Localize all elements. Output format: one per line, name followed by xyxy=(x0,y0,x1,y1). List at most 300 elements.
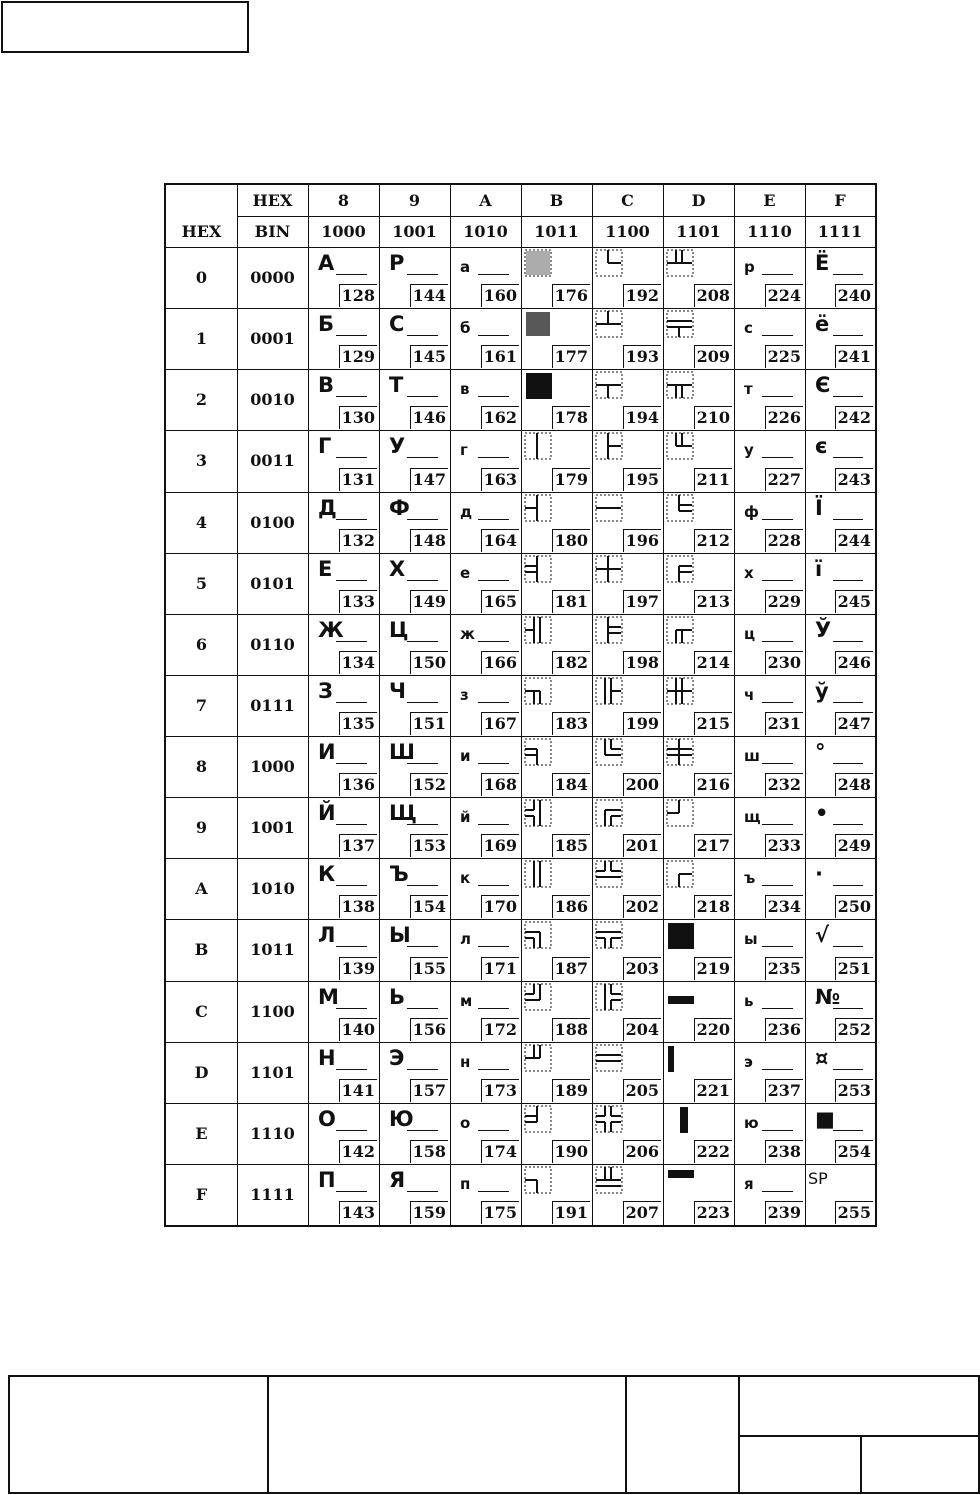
char-cell xyxy=(592,858,663,919)
char-cell xyxy=(308,1042,379,1103)
glyph-block xyxy=(526,251,550,275)
box-drawing-glyph xyxy=(524,1166,560,1196)
char-code: 131 xyxy=(339,468,377,491)
char-code: 155 xyxy=(410,957,448,980)
char-code: 178 xyxy=(552,406,590,429)
box-drawing-glyph xyxy=(666,677,702,707)
char-cell xyxy=(379,430,450,491)
char-cell xyxy=(663,981,734,1042)
box-drawing-glyph xyxy=(595,738,631,768)
char-code: 154 xyxy=(410,895,448,918)
char-glyph: ш xyxy=(744,747,760,765)
glyph-baseline xyxy=(833,519,863,520)
char-glyph: Ж xyxy=(318,617,344,642)
glyph-baseline xyxy=(336,1191,367,1192)
char-code: 132 xyxy=(339,529,377,552)
char-cell xyxy=(521,553,592,614)
box-drawing-glyph xyxy=(524,738,560,768)
header-cell: 9 xyxy=(408,191,421,210)
char-glyph: Ї xyxy=(815,495,823,520)
box-drawing-glyph xyxy=(524,432,560,462)
char-cell xyxy=(734,1042,805,1103)
header-cell: C xyxy=(621,191,634,210)
char-cell xyxy=(450,308,521,369)
box-drawing-glyph xyxy=(666,371,702,401)
char-cell xyxy=(308,858,379,919)
char-code: 136 xyxy=(339,773,377,796)
char-glyph: О xyxy=(318,1106,336,1131)
char-glyph: у xyxy=(744,441,754,460)
header-cell: A xyxy=(479,191,492,210)
char-glyph: г xyxy=(460,441,468,460)
char-code: 221 xyxy=(694,1079,732,1102)
box-drawing-glyph xyxy=(524,677,560,707)
box-drawing-glyph xyxy=(595,371,631,401)
char-glyph: Ё xyxy=(815,251,830,275)
char-code: 192 xyxy=(623,284,661,307)
char-cell xyxy=(592,981,663,1042)
header-cell: HEX xyxy=(181,222,222,241)
header-cell xyxy=(166,185,237,216)
char-cell xyxy=(308,614,379,675)
glyph-baseline xyxy=(762,1069,793,1070)
char-glyph: н xyxy=(460,1052,471,1071)
char-glyph: к xyxy=(460,869,471,888)
char-code: 149 xyxy=(410,590,448,613)
row-bin-label: 0101 xyxy=(250,573,295,593)
char-code: 247 xyxy=(835,712,873,735)
char-code: 233 xyxy=(765,834,803,857)
char-code: 150 xyxy=(410,651,448,674)
glyph-baseline xyxy=(478,1191,509,1192)
header-cell: 1000 xyxy=(321,222,366,241)
row-bin-label: 0000 xyxy=(250,268,295,287)
char-code: 217 xyxy=(694,834,732,857)
char-code: 243 xyxy=(835,468,873,491)
char-cell xyxy=(663,1164,734,1225)
glyph-baseline xyxy=(407,1008,438,1009)
char-code: 130 xyxy=(339,406,377,429)
char-cell xyxy=(308,797,379,858)
row-hex-label: 2 xyxy=(195,390,208,410)
char-code: 203 xyxy=(623,957,661,980)
char-glyph: Ь xyxy=(389,984,406,1009)
char-cell xyxy=(734,614,805,675)
char-cell xyxy=(379,369,450,430)
glyph-baseline xyxy=(336,580,367,581)
char-code: 164 xyxy=(481,529,519,552)
box-drawing-glyph xyxy=(666,1166,702,1196)
char-glyph: Ф xyxy=(389,495,410,520)
char-cell xyxy=(734,797,805,858)
char-cell xyxy=(521,492,592,553)
char-code: 156 xyxy=(410,1018,448,1041)
row-hex-label: 8 xyxy=(195,757,208,776)
row-hex-label: 3 xyxy=(195,451,208,471)
glyph-baseline xyxy=(833,580,863,581)
char-cell xyxy=(450,492,521,553)
glyph-cell-outline xyxy=(596,922,622,948)
glyph-block xyxy=(668,1046,674,1072)
glyph-baseline xyxy=(762,335,793,336)
char-cell xyxy=(379,1103,450,1164)
char-cell xyxy=(663,308,734,369)
glyph-baseline xyxy=(336,519,367,520)
box-drawing-glyph xyxy=(595,1166,631,1196)
glyph-block xyxy=(526,373,552,399)
char-cell xyxy=(521,919,592,980)
char-cell xyxy=(521,369,592,430)
box-drawing-glyph xyxy=(666,249,702,279)
row-bin-label: 1010 xyxy=(250,879,295,899)
char-glyph: ц xyxy=(744,624,756,643)
char-cell xyxy=(734,1164,805,1225)
char-glyph: Е xyxy=(318,556,333,581)
char-code: 144 xyxy=(410,284,448,307)
character-code-table xyxy=(164,183,877,1227)
char-cell xyxy=(805,1042,875,1103)
char-glyph: а xyxy=(460,258,471,276)
char-cell xyxy=(734,858,805,919)
char-code: 206 xyxy=(623,1140,661,1163)
glyph-baseline xyxy=(336,641,367,642)
box-drawing-glyph xyxy=(595,921,631,951)
char-glyph: Є xyxy=(815,373,831,398)
char-cell xyxy=(379,1042,450,1103)
char-glyph: м xyxy=(460,991,473,1010)
char-cell xyxy=(379,247,450,308)
glyph-baseline xyxy=(478,885,509,886)
char-cell xyxy=(308,247,379,308)
glyph-baseline xyxy=(336,702,367,703)
char-cell xyxy=(592,919,663,980)
char-cell xyxy=(805,430,875,491)
glyph-baseline xyxy=(762,1191,793,1192)
box-drawing-glyph xyxy=(524,310,560,340)
char-cell xyxy=(521,1164,592,1225)
char-cell xyxy=(521,430,592,491)
glyph-baseline xyxy=(407,335,438,336)
box-drawing-glyph xyxy=(666,555,702,585)
char-glyph: Ш xyxy=(389,740,415,764)
glyph-cell-outline xyxy=(596,739,622,765)
char-code: 159 xyxy=(410,1201,448,1224)
char-code: 181 xyxy=(552,590,590,613)
char-glyph: х xyxy=(744,563,754,582)
char-cell xyxy=(805,308,875,369)
char-glyph: щ xyxy=(744,808,761,827)
char-glyph: ч xyxy=(744,685,755,704)
char-cell xyxy=(734,430,805,491)
char-cell xyxy=(521,308,592,369)
glyph-baseline xyxy=(762,641,793,642)
char-code: 161 xyxy=(481,345,519,368)
char-code: 129 xyxy=(339,345,377,368)
char-glyph: Ъ xyxy=(389,862,409,887)
char-cell xyxy=(663,430,734,491)
row-hex-label: B xyxy=(194,940,209,960)
char-cell xyxy=(308,919,379,980)
char-glyph: Л xyxy=(318,923,336,948)
char-glyph: я xyxy=(744,1174,754,1193)
glyph-baseline xyxy=(336,946,367,947)
char-code: 191 xyxy=(552,1201,590,1224)
char-code: 208 xyxy=(694,284,732,307)
glyph-baseline xyxy=(407,641,438,642)
char-code: 213 xyxy=(694,590,732,613)
char-cell xyxy=(308,1103,379,1164)
char-glyph: З xyxy=(318,678,333,703)
char-code: 168 xyxy=(481,773,519,796)
char-code: 219 xyxy=(694,957,732,980)
row-bin-label: 1110 xyxy=(250,1123,295,1143)
box-drawing-glyph xyxy=(524,249,560,279)
glyph-cell-outline xyxy=(525,861,551,887)
header-cell: 1001 xyxy=(392,222,437,241)
char-cell xyxy=(592,1164,663,1225)
glyph-baseline xyxy=(833,335,863,336)
char-code: 236 xyxy=(765,1018,803,1041)
glyph-baseline xyxy=(833,946,863,947)
glyph-baseline xyxy=(407,763,438,764)
char-code: 231 xyxy=(765,712,803,735)
row-bin-label: 0001 xyxy=(250,329,295,349)
row-hex-label: 1 xyxy=(195,329,208,349)
char-code: 216 xyxy=(694,773,732,796)
char-code: 160 xyxy=(481,284,519,307)
char-cell xyxy=(592,492,663,553)
char-cell xyxy=(308,308,379,369)
glyph-baseline xyxy=(407,1130,438,1131)
char-cell xyxy=(734,553,805,614)
char-code: 252 xyxy=(835,1018,873,1041)
glyph-baseline xyxy=(407,580,438,581)
char-glyph: √ xyxy=(815,923,830,948)
box-drawing-glyph xyxy=(666,983,702,1013)
char-cell xyxy=(521,1042,592,1103)
char-code: 239 xyxy=(765,1201,803,1224)
char-code: 172 xyxy=(481,1018,519,1041)
char-glyph: Б xyxy=(318,312,335,337)
char-code: 193 xyxy=(623,345,661,368)
title-block-divider xyxy=(625,1377,627,1492)
char-glyph: Й xyxy=(318,801,336,826)
char-code: 209 xyxy=(694,345,732,368)
char-cell xyxy=(805,675,875,736)
box-drawing-glyph xyxy=(524,616,560,646)
char-cell xyxy=(379,858,450,919)
header-cell: B xyxy=(549,191,564,210)
header-cell: 1011 xyxy=(534,222,579,241)
char-cell xyxy=(308,981,379,1042)
char-code: 227 xyxy=(765,468,803,491)
char-code: 235 xyxy=(765,957,803,980)
char-code: 135 xyxy=(339,712,377,735)
glyph-cell-outline xyxy=(596,1106,622,1132)
char-cell xyxy=(379,553,450,614)
char-cell xyxy=(663,614,734,675)
header-cell: HEX xyxy=(252,191,293,210)
char-code: 255 xyxy=(835,1201,873,1224)
glyph-cell-outline xyxy=(596,800,622,826)
char-code: 145 xyxy=(410,345,448,368)
box-drawing-glyph xyxy=(666,860,702,890)
glyph-baseline xyxy=(762,763,793,764)
glyph-baseline xyxy=(336,335,367,336)
char-code: 165 xyxy=(481,590,519,613)
char-glyph: Ю xyxy=(389,1106,414,1131)
glyph-baseline xyxy=(478,274,509,275)
char-cell xyxy=(734,247,805,308)
char-cell xyxy=(663,492,734,553)
glyph-baseline xyxy=(833,641,863,642)
glyph-baseline xyxy=(762,885,793,886)
box-drawing-glyph xyxy=(595,799,631,829)
header-cell: F xyxy=(834,191,846,210)
char-code: 230 xyxy=(765,651,803,674)
char-glyph: ю xyxy=(744,1113,759,1132)
char-code: 224 xyxy=(765,284,803,307)
glyph-baseline xyxy=(833,824,863,825)
char-cell xyxy=(308,736,379,797)
char-cell xyxy=(379,675,450,736)
glyph-baseline xyxy=(478,641,509,642)
glyph-baseline xyxy=(336,763,367,764)
char-code: 146 xyxy=(410,406,448,429)
char-code: 170 xyxy=(481,895,519,918)
glyph-baseline xyxy=(833,885,863,886)
char-glyph: ¤ xyxy=(815,1045,829,1070)
char-cell xyxy=(663,858,734,919)
char-code: 147 xyxy=(410,468,448,491)
char-code: 153 xyxy=(410,834,448,857)
glyph-baseline xyxy=(833,763,863,764)
glyph-block xyxy=(668,1170,694,1178)
title-block xyxy=(8,1375,980,1494)
glyph-baseline xyxy=(478,580,509,581)
glyph-baseline xyxy=(407,702,438,703)
box-drawing-glyph xyxy=(666,432,702,462)
char-code: 205 xyxy=(623,1079,661,1102)
box-drawing-glyph xyxy=(595,1044,631,1074)
char-cell xyxy=(805,369,875,430)
char-cell xyxy=(308,369,379,430)
glyph-baseline xyxy=(478,335,509,336)
row-hex-label: E xyxy=(195,1123,208,1143)
glyph-baseline xyxy=(762,457,793,458)
glyph-baseline xyxy=(407,1191,438,1192)
glyph-baseline xyxy=(833,1008,863,1009)
char-glyph: л xyxy=(460,930,471,949)
row-bin-label: 0011 xyxy=(250,451,295,471)
box-drawing-glyph xyxy=(524,494,560,524)
glyph-baseline xyxy=(407,946,438,947)
char-code: 187 xyxy=(552,957,590,980)
glyph-baseline xyxy=(478,763,509,764)
glyph-cell-outline xyxy=(525,800,551,826)
glyph-baseline xyxy=(478,396,509,397)
char-cell xyxy=(521,675,592,736)
char-code: 204 xyxy=(623,1018,661,1041)
char-glyph: Т xyxy=(389,373,404,398)
box-drawing-glyph xyxy=(524,860,560,890)
char-cell xyxy=(450,919,521,980)
char-code: 215 xyxy=(694,712,732,735)
char-cell xyxy=(379,981,450,1042)
char-code: 173 xyxy=(481,1079,519,1102)
char-glyph: р xyxy=(744,258,755,276)
char-cell xyxy=(805,247,875,308)
char-glyph: У xyxy=(389,434,406,459)
char-glyph: ф xyxy=(744,502,759,521)
char-cell xyxy=(521,858,592,919)
header-cell: 1111 xyxy=(817,222,863,241)
header-cell: 1100 xyxy=(605,222,650,241)
char-cell xyxy=(734,675,805,736)
glyph-baseline xyxy=(833,457,863,458)
char-code: 245 xyxy=(835,590,873,613)
glyph-cell-outline xyxy=(525,984,551,1010)
char-cell xyxy=(450,614,521,675)
char-code: 238 xyxy=(765,1140,803,1163)
char-cell xyxy=(592,247,663,308)
glyph-baseline xyxy=(478,457,509,458)
glyph-block xyxy=(668,996,694,1004)
char-cell xyxy=(450,1164,521,1225)
row-bin-label: 0100 xyxy=(250,512,295,532)
header-cell: E xyxy=(763,191,776,210)
char-code: 171 xyxy=(481,957,519,980)
row-bin-label: 1101 xyxy=(250,1062,295,1082)
char-glyph: б xyxy=(460,319,471,338)
char-glyph: ь xyxy=(744,991,754,1010)
char-glyph: В xyxy=(318,373,335,398)
header-cell: 1101 xyxy=(676,222,721,241)
box-drawing-glyph xyxy=(666,1044,702,1074)
char-code: 225 xyxy=(765,345,803,368)
char-glyph: ы xyxy=(744,930,758,949)
char-cell xyxy=(379,919,450,980)
char-glyph: С xyxy=(389,312,405,337)
char-cell xyxy=(592,430,663,491)
char-code: 184 xyxy=(552,773,590,796)
box-drawing-glyph xyxy=(595,1105,631,1135)
char-glyph: ж xyxy=(460,624,475,643)
glyph-cell-outline xyxy=(596,984,622,1010)
char-glyph: є xyxy=(815,434,828,459)
char-glyph: Х xyxy=(389,556,406,581)
char-glyph: д xyxy=(460,502,473,521)
glyph-baseline xyxy=(407,396,438,397)
row-hex-label: 7 xyxy=(195,695,208,715)
char-cell xyxy=(379,614,450,675)
char-code: 248 xyxy=(835,773,873,796)
glyph-baseline xyxy=(833,396,863,397)
char-cell xyxy=(379,797,450,858)
char-code: 177 xyxy=(552,345,590,368)
char-cell xyxy=(592,1103,663,1164)
char-cell xyxy=(308,430,379,491)
char-code: 246 xyxy=(835,651,873,674)
glyph-baseline xyxy=(336,824,367,825)
char-code: 139 xyxy=(339,957,377,980)
label-box xyxy=(1,1,249,53)
char-code: 254 xyxy=(835,1140,873,1163)
char-cell xyxy=(308,675,379,736)
char-code: 223 xyxy=(694,1201,732,1224)
box-drawing-glyph xyxy=(666,1105,702,1135)
glyph-baseline xyxy=(478,1069,509,1070)
